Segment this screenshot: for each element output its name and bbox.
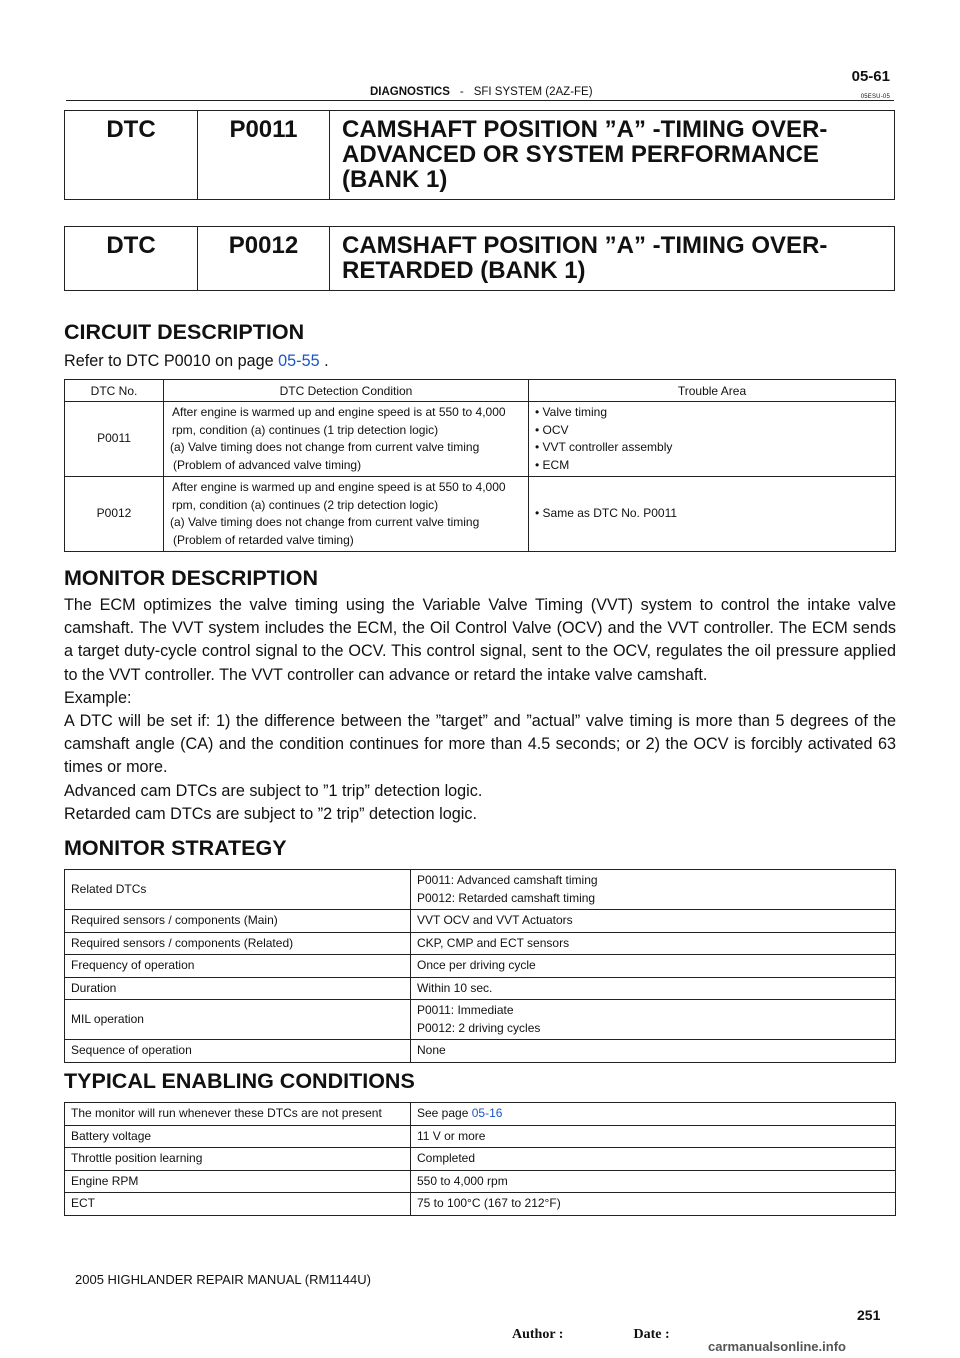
footer-page-number: 251 <box>857 1307 881 1323</box>
dtc-title: CAMSHAFT POSITION ”A” -TIMING OVER-ADVANCED OR SYSTEM PERFORMANCE (BANK 1) <box>330 111 895 200</box>
strategy-value <box>411 870 896 910</box>
condition-line: (a) Valve timing does not change from current valve timing <box>170 515 480 529</box>
condition-line: rpm, condition (a) continues (2 trip detection logic) <box>172 497 439 512</box>
detection-condition-cell <box>164 477 529 552</box>
table-row <box>65 955 896 978</box>
table-row <box>65 1170 896 1193</box>
trouble-area-item: • ECM <box>535 457 570 472</box>
strategy-value: Once per driving cycle <box>411 955 896 978</box>
strategy-label: Duration <box>65 977 411 1000</box>
header-section: DIAGNOSTICS <box>370 86 450 98</box>
dtc-title-box-p0012 <box>64 226 895 291</box>
table-row <box>65 910 896 933</box>
enabling-conditions-table <box>64 1102 896 1216</box>
monitor-description-heading: MONITOR DESCRIPTION <box>64 566 319 590</box>
monitor-strategy-heading: MONITOR STRATEGY <box>64 836 287 860</box>
strategy-label: Required sensors / components (Related) <box>65 932 411 955</box>
strategy-label: Required sensors / components (Main) <box>65 910 411 933</box>
enabling-conditions-heading: TYPICAL ENABLING CONDITIONS <box>64 1069 415 1093</box>
value-line: P0011: Advanced camshaft timing <box>417 873 598 887</box>
circuit-description-text <box>64 350 896 373</box>
condition-line: (Problem of retarded valve timing) <box>173 532 354 547</box>
trouble-area-item: • Valve timing <box>535 405 608 419</box>
strategy-value: VVT OCV and VVT Actuators <box>411 910 896 933</box>
page-number: 05-61 <box>851 68 890 85</box>
page-link-05-55[interactable]: 05-55 <box>278 352 320 370</box>
table-row <box>65 1000 896 1040</box>
value-text: See page <box>417 1106 472 1120</box>
condition-label: Engine RPM <box>65 1170 411 1193</box>
header-separator: - <box>459 86 464 98</box>
strategy-label: Related DTCs <box>65 870 411 910</box>
dtc-title-box-p0011 <box>64 110 895 200</box>
paragraph: Advanced cam DTCs are subject to ”1 trip” detection logic. <box>64 781 483 800</box>
strategy-label: MIL operation <box>65 1000 411 1040</box>
condition-label: Throttle position learning <box>65 1148 411 1171</box>
condition-value: Completed <box>411 1148 896 1171</box>
condition-line: After engine is warmed up and engine speed is at 550 to 4,000 <box>172 405 506 419</box>
dtc-detection-table <box>64 379 896 552</box>
dtc-title: CAMSHAFT POSITION ”A” -TIMING OVER-RETARDED (BANK 1) <box>330 227 895 291</box>
header-system: SFI SYSTEM (2AZ-FE) <box>473 86 593 98</box>
strategy-value: None <box>411 1040 896 1063</box>
column-header: DTC Detection Condition <box>164 380 529 402</box>
table-row <box>65 977 896 1000</box>
monitor-description-body <box>64 594 896 826</box>
page-link-05-16[interactable]: 05-16 <box>471 1106 503 1120</box>
doc-code: 05ESU-05 <box>860 94 890 100</box>
paragraph: The ECM optimizes the valve timing using the Variable Valve Timing (VVT) system to control the intake valve camshaft. The VVT system includes the ECM, the Oil Control Valve (OCV) and the VVT controller. The ECM sends a target duty-cycle control signal to the OCV. This control signal, sent to the OCV, regulates the oil pressure applied to the VVT controller. The VVT controller can advance or retard the intake valve camshaft. <box>64 596 896 684</box>
strategy-value <box>411 1000 896 1040</box>
table-row <box>65 870 896 910</box>
dtc-label: DTC <box>65 111 198 200</box>
dtc-code: P0011 <box>198 111 330 200</box>
circuit-description-body: Refer to DTC P0010 on page <box>64 352 274 370</box>
footer-manual-title: 2005 HIGHLANDER REPAIR MANUAL (RM1144U) <box>75 1272 371 1287</box>
column-header: DTC No. <box>65 380 164 402</box>
paragraph: Example: <box>64 688 132 707</box>
dtc-number-cell: P0012 <box>65 477 164 552</box>
condition-line: (Problem of advanced valve timing) <box>173 457 362 472</box>
dtc-number-cell: P0011 <box>65 402 164 477</box>
condition-line: After engine is warmed up and engine speed is at 550 to 4,000 <box>172 480 506 494</box>
footer-author-date: Author : Date : <box>512 1327 670 1342</box>
condition-label: ECT <box>65 1193 411 1216</box>
condition-line: rpm, condition (a) continues (1 trip detection logic) <box>172 422 439 437</box>
condition-value: 550 to 4,000 rpm <box>411 1170 896 1193</box>
table-row <box>65 932 896 955</box>
table-header-row <box>65 380 896 402</box>
value-line: P0011: Immediate <box>417 1003 514 1017</box>
paragraph: Retarded cam DTCs are subject to ”2 trip” detection logic. <box>64 804 477 823</box>
condition-value <box>411 1103 896 1126</box>
table-row <box>65 1148 896 1171</box>
table-row <box>65 1125 896 1148</box>
table-row <box>65 1040 896 1063</box>
strategy-value: Within 10 sec. <box>411 977 896 1000</box>
condition-value: 11 V or more <box>411 1125 896 1148</box>
trouble-area-cell <box>529 402 896 477</box>
condition-line: (a) Valve timing does not change from current valve timing <box>170 440 480 454</box>
detection-condition-cell <box>164 402 529 477</box>
table-row <box>65 1103 896 1126</box>
trouble-area-cell: • Same as DTC No. P0011 <box>529 477 896 552</box>
trouble-area-item: • VVT controller assembly <box>535 440 673 454</box>
table-row <box>65 1193 896 1216</box>
value-line: P0012: 2 driving cycles <box>417 1020 541 1035</box>
strategy-value: CKP, CMP and ECT sensors <box>411 932 896 955</box>
header-rule <box>66 100 894 101</box>
strategy-label: Frequency of operation <box>65 955 411 978</box>
watermark: carmanualsonline.info <box>708 1339 846 1354</box>
strategy-label: Sequence of operation <box>65 1040 411 1063</box>
condition-value: 75 to 100°C (167 to 212°F) <box>411 1193 896 1216</box>
table-row <box>65 402 896 477</box>
paragraph: A DTC will be set if: 1) the difference between the ”target” and ”actual” valve timing is more than 5 degrees of the camshaft angle (CA) and the condition continues for more than 4.5 seconds; or 2) the OCV is forcibly activated 63 times or more. <box>64 712 896 777</box>
table-row <box>65 477 896 552</box>
monitor-strategy-table <box>64 869 896 1063</box>
circuit-description-end: . <box>324 352 329 370</box>
condition-label: The monitor will run whenever these DTCs are not present <box>65 1103 411 1126</box>
condition-label: Battery voltage <box>65 1125 411 1148</box>
value-line: P0012: Retarded camshaft timing <box>417 890 596 905</box>
trouble-area-item: • OCV <box>535 422 569 437</box>
dtc-label: DTC <box>65 227 198 291</box>
circuit-description-heading: CIRCUIT DESCRIPTION <box>64 320 305 344</box>
running-header <box>370 86 593 98</box>
dtc-code: P0012 <box>198 227 330 291</box>
column-header: Trouble Area <box>529 380 896 402</box>
